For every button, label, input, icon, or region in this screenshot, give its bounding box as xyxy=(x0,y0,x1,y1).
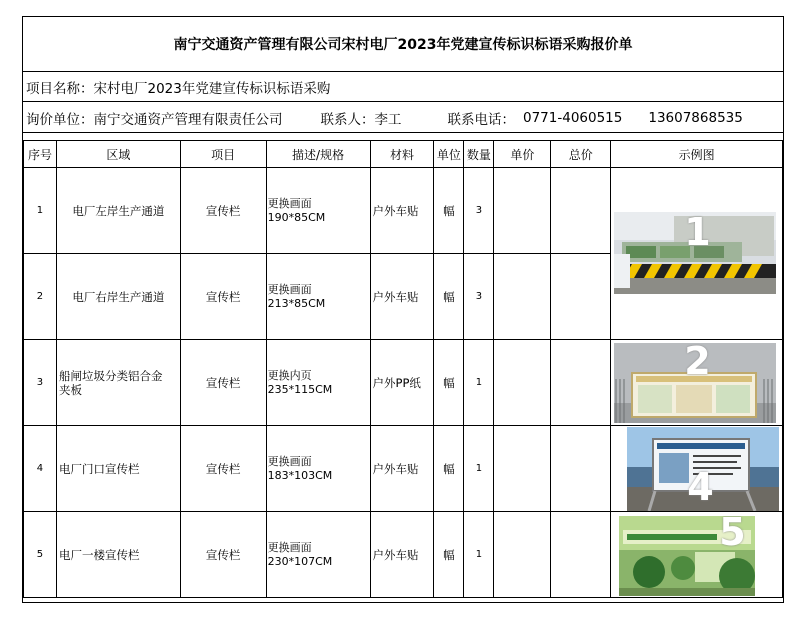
contact-label: 联系人： xyxy=(320,111,375,128)
cell-desc: 更换画面183*103CM xyxy=(266,426,370,512)
cell-item: 宣传栏 xyxy=(180,168,266,254)
sample-cell-4 xyxy=(611,512,783,598)
header-total: 总价 xyxy=(551,141,611,168)
cell-no: 3 xyxy=(24,340,57,426)
cell-item: 宣传栏 xyxy=(180,512,266,598)
project-name: 项目名称：宋村电厂2023年党建宣传标识标语采购 xyxy=(26,80,331,97)
cell-qty: 3 xyxy=(464,254,494,340)
cell-total[interactable] xyxy=(551,512,611,598)
sample-photo-1 xyxy=(614,212,776,294)
header-unit: 单位 xyxy=(434,141,464,168)
cell-price[interactable] xyxy=(494,512,551,598)
quotation-table xyxy=(23,140,783,598)
table-header-row xyxy=(24,141,783,168)
header-sample: 示例图 xyxy=(611,141,783,168)
header-item: 项目 xyxy=(180,141,266,168)
cell-desc: 更换画面 190*85CM xyxy=(266,168,370,254)
cell-price[interactable] xyxy=(494,254,551,340)
cell-area: 船闸垃圾分类铝合金 夹板 xyxy=(56,340,180,426)
cell-material: 户外车贴 xyxy=(370,168,434,254)
header-material: 材料 xyxy=(370,141,434,168)
photo-4-label: 4 xyxy=(687,465,714,509)
phone-2: 13607868535 xyxy=(648,109,743,126)
cell-item: 宣传栏 xyxy=(180,340,266,426)
cell-unit: 幅 xyxy=(434,512,464,598)
inquiry-row xyxy=(23,103,783,133)
cell-material: 户外车贴 xyxy=(370,254,434,340)
sample-photo-2 xyxy=(614,343,776,423)
sample-photo-4 xyxy=(619,516,755,596)
sample-cell-2 xyxy=(611,340,783,426)
table-row xyxy=(24,168,783,254)
photo-1-label: 1 xyxy=(684,212,711,254)
photo-2-label: 2 xyxy=(684,343,711,383)
cell-desc: 更换画面 213*85CM xyxy=(266,254,370,340)
table-row xyxy=(24,426,783,512)
cell-desc: 更换画面230*107CM xyxy=(266,512,370,598)
cell-item: 宣传栏 xyxy=(180,426,266,512)
cell-no: 5 xyxy=(24,512,57,598)
sample-photo-3 xyxy=(627,427,779,511)
sheet-title: 南宁交通资产管理有限公司宋村电厂2023年党建宣传标识标语采购报价单 xyxy=(23,17,783,72)
cell-qty: 1 xyxy=(464,426,494,512)
cell-qty: 1 xyxy=(464,512,494,598)
project-name-row xyxy=(23,72,783,102)
cell-qty: 1 xyxy=(464,340,494,426)
cell-unit: 幅 xyxy=(434,340,464,426)
table-row xyxy=(24,512,783,598)
cell-item: 宣传栏 xyxy=(180,254,266,340)
cell-area: 电厂门口宣传栏 xyxy=(56,426,180,512)
quotation-sheet xyxy=(22,16,784,603)
header-area: 区域 xyxy=(56,141,180,168)
cell-unit: 幅 xyxy=(434,168,464,254)
photo-5-label: 5 xyxy=(719,516,746,554)
cell-total[interactable] xyxy=(551,254,611,340)
cell-price[interactable] xyxy=(494,426,551,512)
cell-no: 2 xyxy=(24,254,57,340)
cell-qty: 3 xyxy=(464,168,494,254)
cell-total[interactable] xyxy=(551,426,611,512)
cell-no: 4 xyxy=(24,426,57,512)
cell-material: 户外PP纸 xyxy=(370,340,434,426)
cell-area: 电厂右岸生产通道 xyxy=(56,254,180,340)
cell-unit: 幅 xyxy=(434,426,464,512)
phone-label: 联系电话： xyxy=(447,111,515,128)
header-desc: 描述/规格 xyxy=(266,141,370,168)
inquiry-unit: 南宁交通资产管理有限责任公司 xyxy=(93,111,283,128)
cell-area: 电厂一楼宣传栏 xyxy=(56,512,180,598)
header-price: 单价 xyxy=(494,141,551,168)
cell-price[interactable] xyxy=(494,168,551,254)
sample-cell-3 xyxy=(611,426,783,512)
header-no: 序号 xyxy=(24,141,57,168)
phone-1: 0771-4060515 xyxy=(523,109,623,126)
contact-name: 李工 xyxy=(374,111,402,128)
cell-desc: 更换内页235*115CM xyxy=(266,340,370,426)
cell-unit: 幅 xyxy=(434,254,464,340)
table-row xyxy=(24,340,783,426)
cell-area: 电厂左岸生产通道 xyxy=(56,168,180,254)
cell-material: 户外车贴 xyxy=(370,426,434,512)
cell-total[interactable] xyxy=(551,168,611,254)
inquiry-unit-label: 询价单位： xyxy=(26,111,94,128)
header-qty: 数量 xyxy=(464,141,494,168)
sample-cell-1 xyxy=(611,168,783,340)
cell-material: 户外车贴 xyxy=(370,512,434,598)
cell-total[interactable] xyxy=(551,340,611,426)
cell-no: 1 xyxy=(24,168,57,254)
cell-price[interactable] xyxy=(494,340,551,426)
